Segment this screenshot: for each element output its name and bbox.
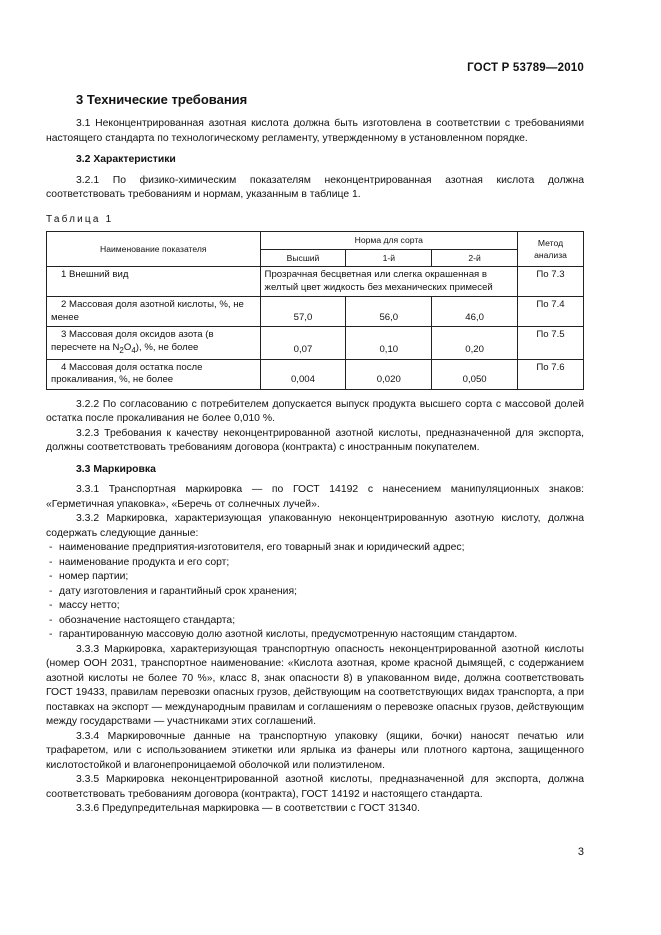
row-method: По 7.4 [518, 297, 584, 327]
list-item: - гарантированную массовую долю азотной кислоты, предусмотренную настоящим стандартом. [49, 628, 584, 643]
paragraph-3-2-3: 3.2.3 Требования к качеству неконцентрированной азотной кислоты, предназначенной для экспорта, должны соответствовать требованиям договора (контракта) с иностранным покупателем. [46, 427, 584, 454]
col-header-grade-2: 2-й [432, 249, 518, 267]
section-title: 3 Технические требования [76, 92, 248, 107]
row-name-part: O [123, 341, 132, 353]
row-method: По 7.6 [518, 359, 584, 389]
paragraph-3-3-1: 3.3.1 Транспортная маркировка — по ГОСТ 14192 с нанесением манипуляционных знаков: «Герметичная упаковка», «Беречь от солнечных лучей». [46, 484, 584, 510]
requirements-table [46, 231, 584, 390]
list-item: - номер партии; [49, 570, 584, 585]
paragraph-3-3-4: 3.3.4 Маркировочные данные на транспортную упаковку (ящики, бочки) наносят печатью или трафаретом, или с использованием этикетки или ярлыка из фанеры или плотного картона, защищенного кислотостойкой и влагонепроницаемой оболочкой или полиэтиленом. [46, 730, 584, 771]
col-header-norm: Норма для сорта [260, 232, 518, 250]
row-method: По 7.3 [518, 267, 584, 297]
row-name [47, 267, 261, 297]
table-row [47, 359, 584, 389]
row-method: По 7.5 [518, 327, 584, 360]
table-row [47, 327, 584, 360]
col-header-grade-1: 1-й [346, 249, 432, 267]
table-row [47, 297, 584, 327]
row-name-part: 3 Массовая доля оксидов азота (в пересчете на N [51, 329, 214, 353]
page-number: 3 [577, 846, 584, 858]
standard-code: ГОСТ Р 53789—2010 [467, 62, 584, 74]
row-name [47, 359, 261, 389]
row-appearance-value: Прозрачная бесцветная или слегка окрашенная в желтый цвет жидкость без механических примесей [260, 267, 518, 297]
table-row [47, 267, 584, 297]
list-item: - дату изготовления и гарантийный срок хранения; [49, 585, 584, 600]
subsection-title-3-2: 3.2 Характеристики [76, 154, 176, 165]
marking-data-list [46, 541, 584, 643]
row-value-top: 0,004 [260, 359, 346, 389]
row-value-top: 0,07 [260, 327, 346, 360]
page-content [46, 92, 584, 817]
paragraph-3-1: 3.1 Неконцентрированная азотная кислота должна быть изготовлена в соответствии с требованиями настоящего стандарта по технологическому регламенту, утвержденному в установленном порядке. [46, 118, 584, 144]
col-header-grade-top: Высший [260, 249, 346, 267]
paragraph-3-2-1: 3.2.1 По физико-химическим показателям неконцентрированная азотная кислота должна соответствовать требованиям и нормам, указанным в таблице 1. [46, 174, 584, 200]
row-name-text: 4 Массовая доля остатка после прокаливания, %, не более [51, 361, 203, 386]
row-value-1: 0,020 [346, 359, 432, 389]
table-caption: Таблица 1 [46, 213, 114, 225]
row-name-text [51, 329, 256, 357]
row-name-part: ), %, не более [135, 341, 199, 353]
paragraph-3-3-2: 3.3.2 Маркировка, характеризующая упакованную неконцентрированную азотную кислоту, должна содержать следующие данные: [46, 513, 584, 539]
paragraph-3-2-2: 3.2.2 По согласованию с потребителем допускается выпуск продукта высшего сорта с массовой долей остатка после прокаливания не более 0,010 %. [46, 398, 584, 425]
row-value-1: 56,0 [346, 297, 432, 327]
paragraph-3-3-6: 3.3.6 Предупредительная маркировка — в соответствии с ГОСТ 31340. [76, 803, 420, 815]
row-value-top: 57,0 [260, 297, 346, 327]
row-name [47, 297, 261, 327]
paragraph-3-3-3: 3.3.3 Маркировка, характеризующая транспортную опасность неконцентрированной азотной кислоты (номер ООН 2031, транспортное наименование: «Кислота азотная, кроме красной дымящей, с содержанием азотной кислоты не более 70 %», класс 8, знак опасности 8) в упакованном виде, должна соответствовать ГОСТ 19433, правилам перевозки опасных грузов, действующим на соответствующих видах транспорта, а при поставках на экспорт — международным правилам и соглашениям о перевозке опасных грузов, действующим между государствами — участниками этих соглашений. [46, 643, 584, 728]
row-name-text: 1 Внешний вид [61, 269, 129, 280]
paragraph-3-3-5: 3.3.5 Маркировка неконцентрированной азотной кислоты, предназначенной для экспорта, должна соответствовать требованиям договора (контракта), ГОСТ 14192 и настоящего стандарта. [46, 774, 584, 800]
list-item: - наименование предприятия-изготовителя, его товарный знак и юридический адрес; [49, 541, 584, 556]
row-name-text: 2 Массовая доля азотной кислоты, %, не менее [51, 299, 244, 323]
list-item: - массу нетто; [49, 599, 584, 614]
subscript: 4 [131, 345, 136, 355]
list-item: - обозначение настоящего стандарта; [49, 614, 584, 629]
row-value-2: 0,20 [432, 327, 518, 360]
col-header-name: Наименование показателя [47, 232, 261, 267]
row-value-2: 0,050 [432, 359, 518, 389]
table-header-row [47, 232, 584, 250]
subscript: 2 [119, 345, 124, 355]
col-header-method: Метод анализа [518, 232, 584, 267]
subsection-title-3-3: 3.3 Маркировка [76, 463, 156, 475]
row-name [47, 327, 261, 360]
list-item: - наименование продукта и его сорт; [49, 556, 584, 571]
row-value-2: 46,0 [432, 297, 518, 327]
row-value-1: 0,10 [346, 327, 432, 360]
